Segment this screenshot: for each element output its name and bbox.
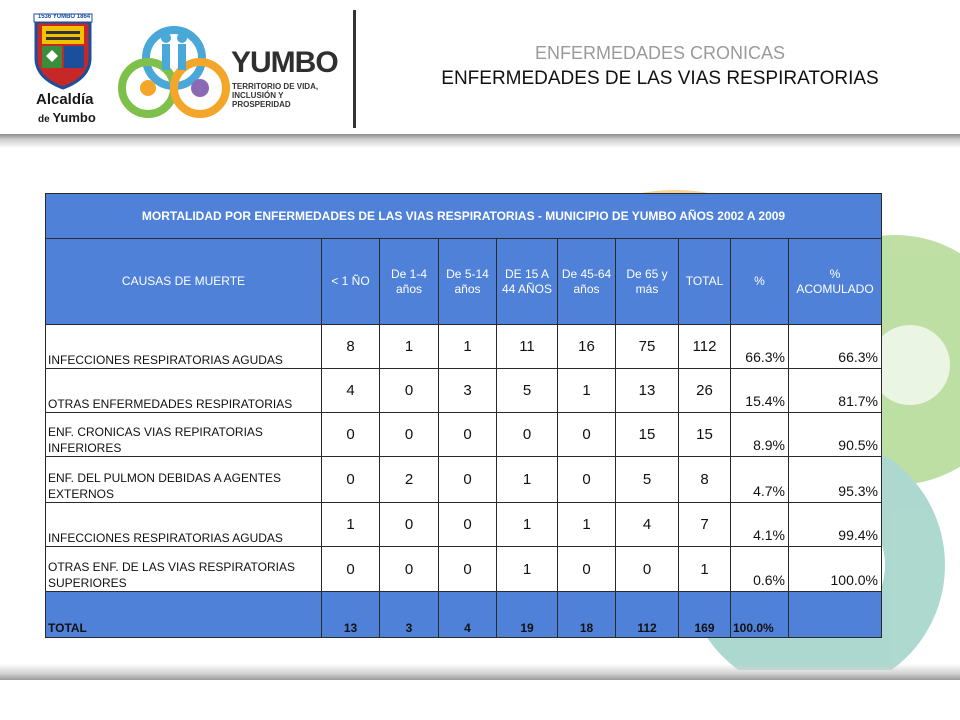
value-cell: 0: [439, 547, 497, 592]
table-title-row: [46, 194, 882, 239]
cause-cell: OTRAS ENFERMEDADES RESPIRATORIAS: [46, 369, 322, 413]
value-cell: 0: [380, 413, 439, 457]
header-divider: [353, 10, 356, 128]
value-cell: 11: [497, 325, 558, 369]
coat-of-arms-icon: [32, 12, 94, 90]
yumbo-tagline: TERRITORIO DE VIDA, INCLUSIÓN Y PROSPERIDAD: [232, 82, 319, 109]
value-cell: 0: [380, 369, 439, 413]
cumulative-cell: 95.3%: [789, 457, 882, 503]
value-cell: 1: [558, 503, 616, 547]
column-header: TOTAL: [679, 239, 731, 325]
total-percent-cell: 100.0%: [731, 592, 789, 638]
value-cell: 13: [616, 369, 679, 413]
title-block: [380, 42, 940, 91]
header-shadow: [0, 134, 960, 148]
cumulative-cell: 81.7%: [789, 369, 882, 413]
total-label: TOTAL: [46, 592, 322, 638]
seal-text: 1536 YUMBO 1864: [37, 14, 91, 20]
cumulative-cell: 100.0%: [789, 547, 882, 592]
value-cell: 112: [679, 325, 731, 369]
value-cell: 0: [322, 413, 380, 457]
header: [0, 0, 960, 140]
total-cell: 19: [497, 592, 558, 638]
column-header: De 1-4 años: [380, 239, 439, 325]
alcaldia-sub-name: Yumbo: [52, 110, 96, 125]
value-cell: 1: [322, 503, 380, 547]
total-cumulative-cell: [789, 592, 882, 638]
column-header: De 5-14 años: [439, 239, 497, 325]
value-cell: 0: [558, 413, 616, 457]
percent-cell: 4.7%: [731, 457, 789, 503]
value-cell: 0: [322, 457, 380, 503]
value-cell: 0: [558, 457, 616, 503]
cause-cell: ENF. DEL PULMON DEBIDAS A AGENTES EXTERNOS: [46, 457, 322, 503]
mortality-table: [45, 193, 882, 638]
value-cell: 1: [558, 369, 616, 413]
value-cell: 1: [497, 503, 558, 547]
yumbo-brand-logo: [118, 22, 348, 122]
table-row: [46, 369, 882, 413]
value-cell: 0: [380, 547, 439, 592]
total-cell: 4: [439, 592, 497, 638]
value-cell: 1: [679, 547, 731, 592]
value-cell: 15: [616, 413, 679, 457]
footer-shadow: [0, 664, 960, 680]
value-cell: 7: [679, 503, 731, 547]
value-cell: 5: [616, 457, 679, 503]
value-cell: 16: [558, 325, 616, 369]
total-cell: 112: [616, 592, 679, 638]
value-cell: 3: [439, 369, 497, 413]
cause-cell: ENF. CRONICAS VIAS REPIRATORIAS INFERIORES: [46, 413, 322, 457]
value-cell: 1: [497, 547, 558, 592]
value-cell: 75: [616, 325, 679, 369]
column-header: < 1 ÑO: [322, 239, 380, 325]
total-cell: 13: [322, 592, 380, 638]
value-cell: 0: [380, 503, 439, 547]
percent-cell: 15.4%: [731, 369, 789, 413]
value-cell: 0: [439, 503, 497, 547]
value-cell: 4: [322, 369, 380, 413]
table-title: MORTALIDAD POR ENFERMEDADES DE LAS VIAS RESPIRATORIAS - MUNICIPIO DE YUMBO AÑOS 2002 A 2009: [46, 194, 882, 239]
value-cell: 0: [558, 547, 616, 592]
total-cell: 169: [679, 592, 731, 638]
table-row: [46, 413, 882, 457]
alcaldia-logo: [28, 12, 100, 130]
value-cell: 8: [322, 325, 380, 369]
cause-cell: INFECCIONES RESPIRATORIAS AGUDAS: [46, 325, 322, 369]
alcaldia-sub-prefix: de: [38, 114, 50, 125]
cause-cell: INFECCIONES RESPIRATORIAS AGUDAS: [46, 503, 322, 547]
value-cell: 1: [497, 457, 558, 503]
value-cell: 0: [616, 547, 679, 592]
slide-title: ENFERMEDADES CRONICAS: [534, 43, 786, 63]
percent-cell: 0.6%: [731, 547, 789, 592]
column-header: DE 15 A 44 AÑOS: [497, 239, 558, 325]
table-row: [46, 457, 882, 503]
value-cell: 1: [380, 325, 439, 369]
value-cell: 5: [497, 369, 558, 413]
column-header: CAUSAS DE MUERTE: [46, 239, 322, 325]
cause-cell: OTRAS ENF. DE LAS VIAS RESPIRATORIAS SUPERIORES: [46, 547, 322, 592]
table-header-row: [46, 239, 882, 325]
slide-subtitle: ENFERMEDADES DE LAS VIAS RESPIRATORIAS: [441, 68, 879, 89]
yumbo-wordmark: YUMBO: [231, 46, 338, 79]
column-header: % ACOMULADO: [789, 239, 882, 325]
percent-cell: 4.1%: [731, 503, 789, 547]
cumulative-cell: 90.5%: [789, 413, 882, 457]
value-cell: 2: [380, 457, 439, 503]
value-cell: 26: [679, 369, 731, 413]
column-header: %: [731, 239, 789, 325]
cumulative-cell: 66.3%: [789, 325, 882, 369]
cumulative-cell: 99.4%: [789, 503, 882, 547]
value-cell: 0: [497, 413, 558, 457]
total-cell: 18: [558, 592, 616, 638]
alcaldia-subtitle: [38, 110, 96, 125]
total-cell: 3: [380, 592, 439, 638]
table-row: [46, 325, 882, 369]
table-total-row: [46, 592, 882, 638]
percent-cell: 8.9%: [731, 413, 789, 457]
alcaldia-name: Alcaldía: [36, 91, 94, 108]
percent-cell: 66.3%: [731, 325, 789, 369]
value-cell: 1: [439, 325, 497, 369]
column-header: De 45-64 años: [558, 239, 616, 325]
value-cell: 0: [439, 457, 497, 503]
column-header: De 65 y más: [616, 239, 679, 325]
value-cell: 8: [679, 457, 731, 503]
table-row: [46, 503, 882, 547]
value-cell: 0: [322, 547, 380, 592]
value-cell: 15: [679, 413, 731, 457]
table-row: [46, 547, 882, 592]
value-cell: 0: [439, 413, 497, 457]
value-cell: 4: [616, 503, 679, 547]
yumbo-emblem-icon: [118, 22, 230, 122]
